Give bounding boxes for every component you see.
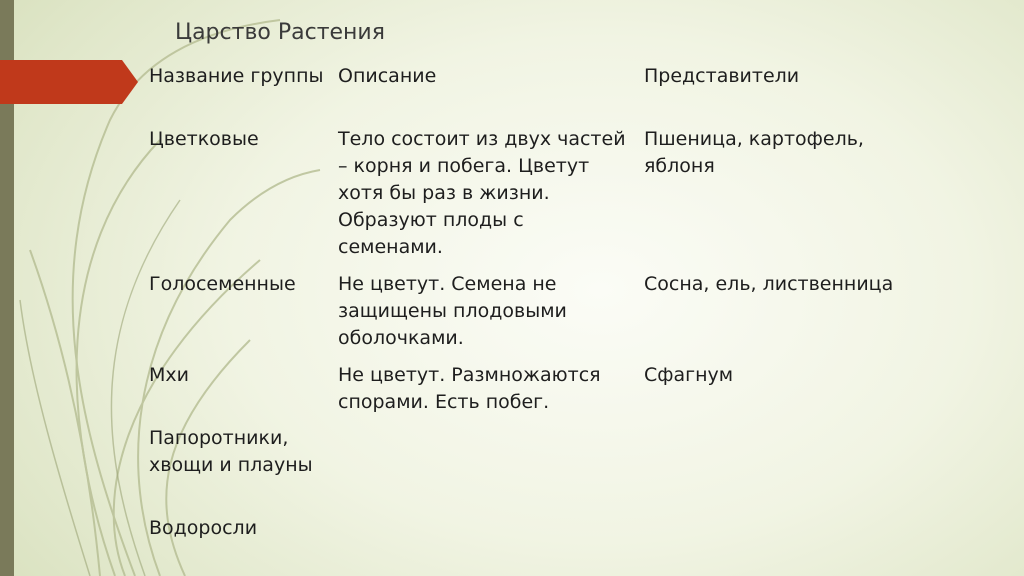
header-group-name: Название группы — [149, 65, 324, 87]
row-examples: Сфагнум — [644, 364, 734, 386]
row-examples: Пшеница, картофель, яблоня — [644, 128, 864, 177]
row-description: Не цветут. Размножаются спорами. Есть побег. — [338, 364, 601, 413]
row-name: Мхи — [149, 364, 189, 386]
header-description: Описание — [338, 65, 437, 87]
row-examples: Сосна, ель, лиственница — [644, 273, 894, 295]
row-name: Цветковые — [149, 128, 259, 150]
header-representatives: Представители — [644, 65, 800, 87]
row-description: Тело состоит из двух частей – корня и побега. Цветут хотя бы раз в жизни. Образуют плоды с семенами. — [338, 128, 626, 258]
slide-title: Царство Растения — [175, 20, 385, 45]
red-accent-arrow — [0, 60, 140, 104]
row-name: Папоротники, хвощи и плауны — [149, 427, 313, 476]
row-name: Водоросли — [149, 517, 258, 539]
row-description: Не цветут. Семена не защищены плодовыми оболочками. — [338, 273, 567, 349]
row-name: Голосеменные — [149, 273, 296, 295]
